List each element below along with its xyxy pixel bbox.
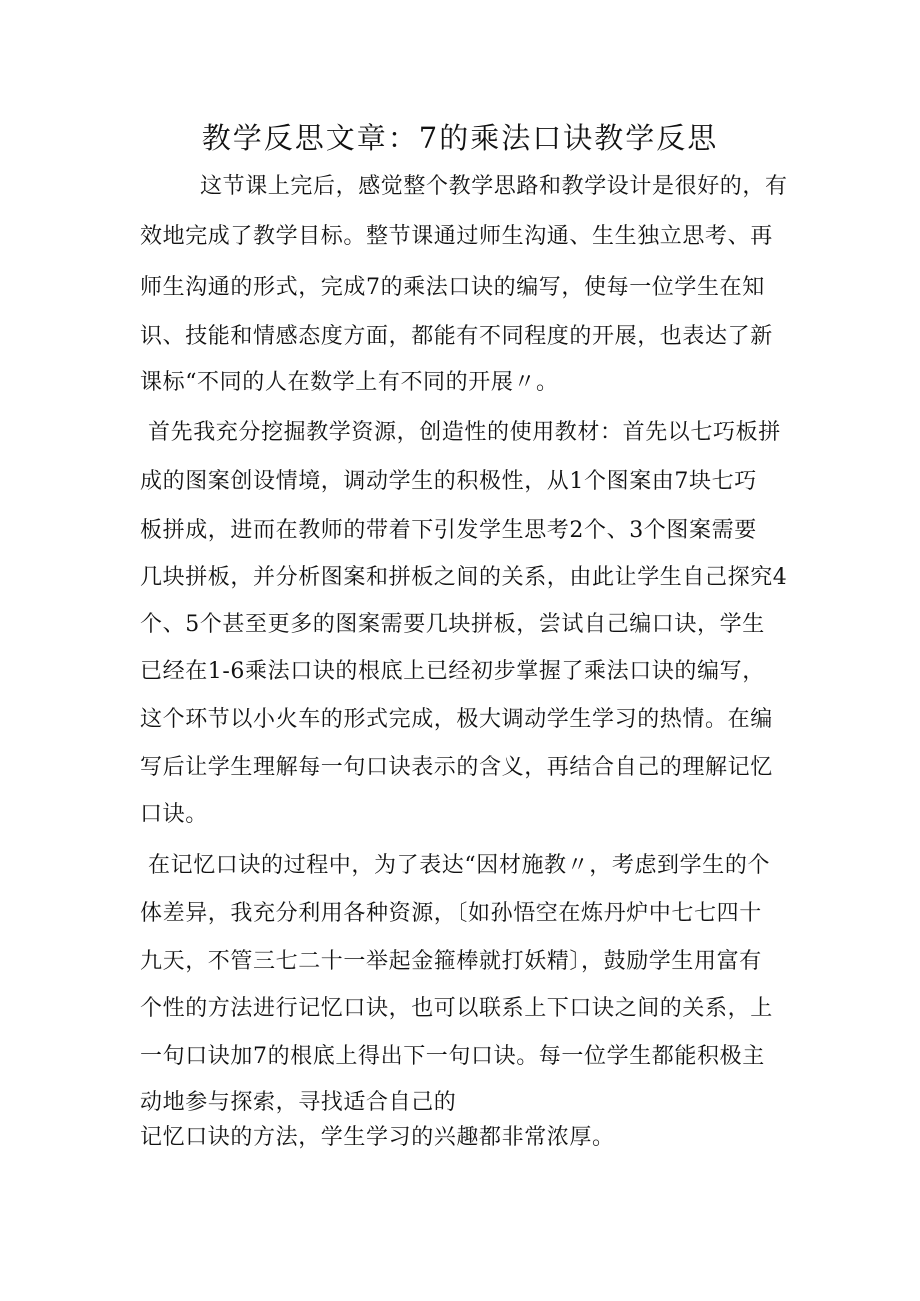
paragraph-1-line-1: 这节课上完后，感觉整个教学思路和教学设计是很好的，有	[200, 174, 788, 199]
paragraph-1-line-3: 师生沟通的形式，完成7的乘法口诀的编写，使每一位学生在知	[140, 275, 765, 300]
paragraph-3-line-7: 记忆口诀的方法，学生学习的兴趣都非常浓厚。	[140, 1125, 615, 1150]
paragraph-3-line-6: 动地参与探索，寻找适合自己的	[140, 1090, 457, 1115]
paragraph-3-line-5: 一句口诀加7的根底上得出下一句口诀。每一位学生都能积极主	[140, 1044, 765, 1069]
paragraph-3-line-3: 九天，不管三七二十一举起金箍棒就打妖精〕，鼓励学生用富有	[140, 949, 762, 974]
paragraph-2-line-7: 这个环节以小火车的形式完成，极大调动学生学习的热情。在编	[140, 707, 773, 732]
paragraph-3-line-1: 在记忆口诀的过程中，为了表达“因材施教〃，考虑到学生的个	[148, 853, 771, 878]
paragraph-2-line-2: 成的图案创设情境，调动学生的积极性，从1个图案由7块七巧	[140, 469, 757, 494]
paragraph-3-line-2: 体差异，我充分利用各种资源，〔如孙悟空在炼丹炉中七七四十	[140, 901, 762, 926]
paragraph-2-line-6: 已经在1-6乘法口诀的根底上已经初步掌握了乘法口诀的编写，	[140, 659, 765, 684]
paragraph-2-line-8: 写后让学生理解每一句口诀表示的含义，再结合自己的理解记忆	[140, 755, 773, 780]
paragraph-2-line-4: 几块拼板，并分析图案和拼板之间的关系，由此让学生自己探究4	[140, 565, 788, 590]
paragraph-2-line-1: 首先我充分挖掘教学资源，创造性的使用教材：首先以七巧板拼	[148, 420, 781, 445]
paragraph-1-line-4: 识、技能和情感态度方面，都能有不同程度的开展，也表达了新	[140, 324, 773, 349]
paragraph-1-line-5: 课标“不同的人在数学上有不同的开展〃。	[140, 370, 559, 395]
paragraph-1-line-2: 效地完成了教学目标。整节课通过师生沟通、生生独立思考、再	[140, 224, 773, 249]
paragraph-2-line-3: 板拼成，进而在教师的带着下引发学生思考2个、3个图案需要	[140, 518, 757, 543]
paragraph-2-line-5: 个、5个甚至更多的图案需要几块拼板，尝试自己编口诀，学生	[140, 612, 765, 637]
document-title: 教学反思文章：7的乘法口诀教学反思	[201, 121, 719, 155]
paragraph-2-line-9: 口诀。	[140, 802, 208, 827]
paragraph-3-line-4: 个性的方法进行记忆口诀，也可以联系上下口诀之间的关系，上	[140, 996, 773, 1021]
